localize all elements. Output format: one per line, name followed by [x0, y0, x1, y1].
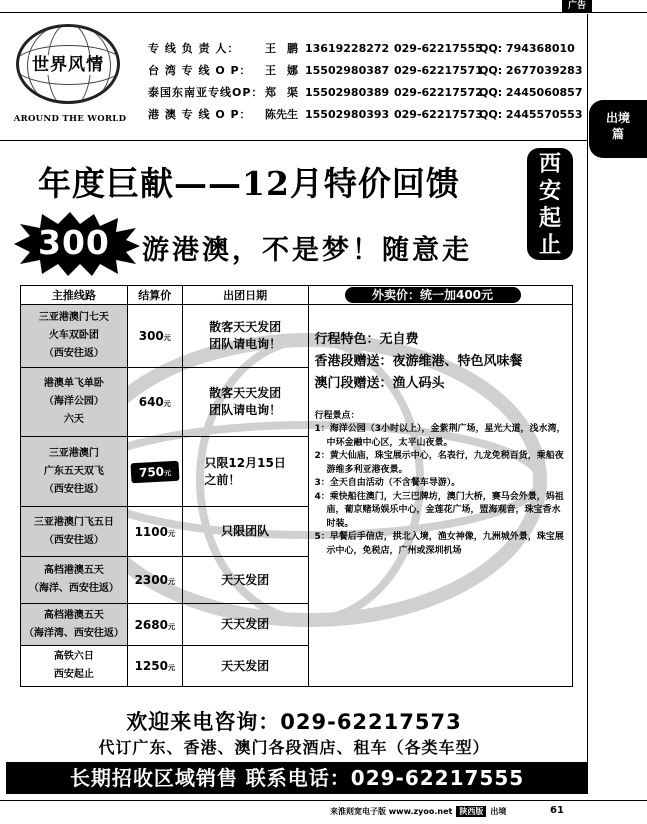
badge-char: 安 — [538, 179, 561, 204]
route-cell — [21, 437, 128, 507]
contact-tel: 029-62217571 — [394, 64, 483, 77]
contact-role: 专 线 负 责 人： — [148, 42, 240, 55]
contact-tel: 029-62217573 — [394, 108, 483, 121]
route-line: 高铁六日 — [53, 651, 94, 662]
booking-services: 代订广东、香港、澳门各段酒店、租车（各类车型） — [98, 738, 490, 757]
route-line: 高档港澳五天 — [43, 609, 104, 621]
contact-name: 陈先生 — [265, 108, 298, 121]
price-unit: 元 — [167, 622, 175, 631]
contact-list — [148, 38, 588, 126]
route-cell — [21, 305, 128, 368]
badge-char: 西 — [538, 152, 561, 177]
contact-qq: QQ: 2677039283 — [479, 64, 583, 77]
contact-mobile: 15502980393 — [305, 108, 390, 121]
route-line: （西安往返） — [43, 348, 104, 359]
route-line: 三亚港澳门飞五日 — [33, 516, 114, 528]
stop-item: 1：海洋公园（3小时以上），金紫荆广场，星光大道，浅水湾，中环金融中心区，太平山夜景。 — [314, 424, 566, 448]
xian-badge — [527, 148, 573, 260]
contact-name: 王 鹏 — [265, 42, 298, 55]
table-row — [21, 305, 573, 368]
contact-name: 郑 渠 — [265, 86, 298, 99]
route-cell — [21, 557, 128, 604]
contact-mobile: 15502980387 — [305, 64, 390, 77]
price-value: 300 — [138, 329, 164, 343]
contact-qq: QQ: 2445570553 — [479, 108, 583, 121]
price-cell — [127, 305, 182, 368]
stop-item: 4：乘快船往澳门，大三巴牌坊，澳门大桥，赛马会外景，妈祖庙，葡京赌场娱乐中心，金莲花广场，盟海观音，珠宝香水时装。 — [314, 491, 564, 529]
route-cell — [21, 604, 128, 646]
route-price-table — [20, 285, 573, 687]
route-line: （海洋公园） — [43, 396, 104, 407]
price-highlight — [130, 460, 179, 482]
price-value: 2680 — [134, 617, 168, 632]
contact-qq: QQ: 794368010 — [479, 42, 575, 55]
route-line: 高档港澳五天 — [43, 565, 104, 576]
route-line: 三亚港澳门七天 — [38, 312, 109, 323]
promo-slogan: 游港澳，不是梦！随意走 — [142, 235, 472, 266]
contact-tel: 029-62217555 — [394, 42, 483, 55]
top-divider — [0, 12, 647, 13]
price-value: 2300 — [134, 573, 168, 587]
route-cell — [21, 507, 128, 557]
contact-tel: 029-62217572 — [394, 86, 483, 99]
foreign-price-pill: 外卖价：统一加400元 — [345, 287, 521, 303]
price-cell — [127, 437, 182, 507]
price-value: 750 — [138, 464, 165, 480]
route-line: （海洋、西安往返） — [28, 583, 119, 594]
contact-name: 王 娜 — [265, 64, 298, 77]
price-cell — [127, 646, 182, 687]
price-cell — [127, 557, 182, 604]
header-route: 主推线路 — [21, 286, 128, 305]
price-unit: 元 — [163, 400, 171, 408]
table-header-row — [21, 286, 573, 305]
stop-item: 3：全天自由活动（不含餐车导游）。 — [314, 478, 461, 488]
contact-role: 港 澳 专 线 O P： — [148, 108, 252, 121]
section-side-tab — [589, 100, 647, 158]
price-cell — [127, 604, 182, 646]
price-unit: 元 — [163, 468, 172, 478]
route-line: 港澳单飞单卧 — [43, 378, 104, 389]
route-line: （西安往返） — [43, 483, 104, 495]
price-unit: 元 — [167, 529, 175, 538]
date-cell — [182, 437, 308, 507]
date-cell — [182, 368, 308, 437]
stop-item: 2：黄大仙庙，珠宝展示中心，名表行，九龙免税百货，乘船夜游维多利亚港夜景。 — [314, 451, 564, 475]
price-unit: 元 — [167, 664, 175, 672]
feature-line: 澳门段赠送：渔人码头 — [314, 376, 445, 391]
route-line: 六天 — [63, 414, 84, 425]
price-value: 640 — [138, 395, 164, 409]
route-line: （海洋湾、西安往返） — [23, 627, 124, 639]
stops-title: 行程景点： — [314, 411, 360, 421]
date-line: 只限12月15日 — [204, 455, 286, 470]
bottom-divider — [0, 800, 647, 801]
route-line: 西安起止 — [53, 669, 94, 680]
company-logo — [6, 18, 134, 130]
contact-row — [148, 82, 588, 104]
date-line: 天天发团 — [221, 658, 270, 673]
date-line: 天天发团 — [221, 617, 270, 631]
footer-text: 来淮则宽电子版 www.zyoo.net — [330, 807, 453, 816]
route-line: 三亚港澳门 — [48, 447, 99, 459]
route-line: （西安往返） — [43, 534, 104, 546]
date-line: 天天发团 — [221, 572, 270, 587]
price-unit: 元 — [167, 578, 175, 586]
recruit-banner: 长期招收区域销售 联系电话：029-62217555 — [6, 762, 588, 794]
price-value: 1100 — [134, 524, 168, 539]
side-tab-label: 出境篇 — [605, 111, 630, 141]
route-line: 广东五天双飞 — [43, 465, 104, 477]
date-line: 只限团队 — [221, 524, 270, 538]
promo-headline: 年度巨献——12月特价回馈 — [38, 164, 460, 203]
date-line: 团队请电询！ — [209, 337, 282, 351]
badge-char: 起 — [538, 206, 561, 231]
date-cell — [182, 557, 308, 604]
footer-section: 出境 — [490, 807, 507, 816]
date-line: 散客天天发团 — [209, 386, 282, 400]
burst-number: 300 — [38, 223, 110, 262]
contact-row — [148, 104, 588, 126]
date-line: 散客天天发团 — [209, 320, 282, 334]
price-unit: 元 — [163, 334, 171, 342]
stop-item: 5：早餐后手信店，拱北入境，渔女神像，九洲城外景，珠宝展示中心，免税店，广州或深圳机场 — [314, 532, 564, 556]
date-line: 之前！ — [204, 472, 241, 487]
badge-char: 止 — [538, 233, 561, 258]
date-line: 团队请电询！ — [209, 403, 282, 417]
date-cell — [182, 604, 308, 646]
contact-row — [148, 60, 588, 82]
date-cell — [182, 305, 308, 368]
header-price: 结算价 — [127, 286, 182, 305]
contact-role: 泰国东南亚专线OP： — [148, 86, 264, 99]
route-cell — [21, 368, 128, 437]
contact-row — [148, 38, 588, 60]
route-cell — [21, 646, 128, 687]
contact-qq: QQ: 2445060857 — [479, 86, 583, 99]
ad-section-tag: 广告 — [562, 0, 592, 13]
route-line: 火车双卧团 — [48, 330, 99, 341]
logo-en-text: AROUND THE WORLD — [13, 114, 127, 124]
price-cell — [127, 368, 182, 437]
price-cell — [127, 507, 182, 557]
feature-line: 行程特色：无自费 — [314, 332, 419, 347]
itinerary-detail-cell — [308, 305, 573, 687]
header-foreign-price — [308, 286, 573, 305]
contact-mobile: 13619228272 — [305, 42, 390, 55]
footer-edition-badge: 陕西版 — [456, 806, 486, 817]
logo-cn-text: 世界风情 — [6, 50, 130, 75]
page-number: 61 — [550, 805, 564, 816]
date-cell — [182, 507, 308, 557]
page-footer — [330, 806, 506, 817]
date-cell — [182, 646, 308, 687]
price-value: 1250 — [134, 659, 168, 673]
consult-hotline: 欢迎来电咨询：029-62217573 — [126, 710, 462, 734]
contact-role: 台 湾 专 线 O P： — [148, 64, 252, 77]
contact-mobile: 15502980389 — [305, 86, 390, 99]
feature-line: 香港段赠送：夜游维港、特色风味餐 — [314, 354, 523, 369]
header-date: 出团日期 — [182, 286, 308, 305]
